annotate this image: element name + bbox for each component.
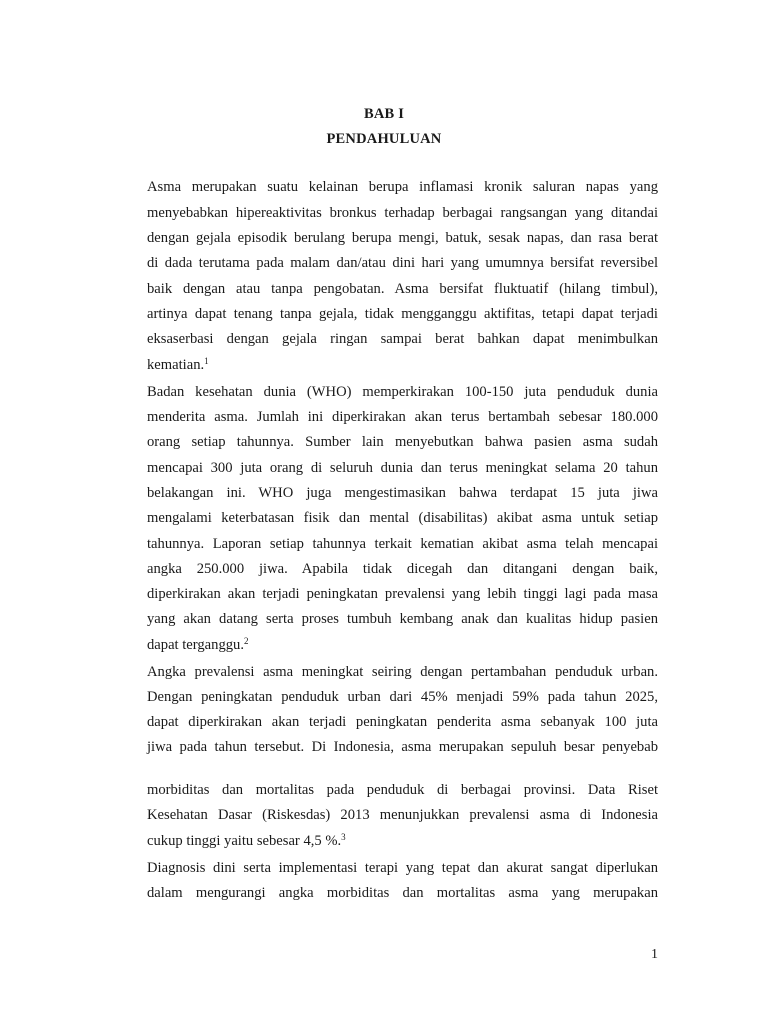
chapter-title: PENDAHULUAN — [326, 131, 442, 147]
text-line: menyebabkan hipereaktivitas bronkus terhadap berbagai rangsangan yang ditandai — [147, 205, 658, 221]
text-line: diperkirakan akan terjadi peningkatan prevalensi yang lebih tinggi lagi pada masa — [147, 586, 658, 602]
text-line: mencapai 300 juta orang di seluruh dunia dan terus meningkat selama 20 tahun — [147, 460, 658, 476]
text-line: di dada terutama pada malam dan/atau dini hari yang umumnya bersifat reversibel — [147, 255, 658, 271]
page-number: 1 — [651, 947, 658, 962]
text-line: Angka prevalensi asma meningkat seiring dengan pertambahan penduduk urban. — [147, 664, 658, 680]
text-line: jiwa pada tahun tersebut. Di Indonesia, asma merupakan sepuluh besar penyebab — [147, 739, 658, 755]
chapter-heading: BAB I — [363, 106, 405, 122]
text-line: baik dengan atau tanpa pengobatan. Asma bersifat fluktuatif (hilang timbul), — [147, 281, 658, 297]
text-line — [147, 636, 658, 654]
text-line: angka 250.000 jiwa. Apabila tidak dicegah dan ditangani dengan baik, — [147, 561, 658, 577]
citation-superscript: 2 — [244, 636, 249, 646]
text-line: Asma merupakan suatu kelainan berupa inflamasi kronik saluran napas yang — [147, 179, 658, 195]
text-line: Badan kesehatan dunia (WHO) memperkirakan 100-150 juta penduduk dunia — [147, 384, 658, 400]
text-line: dengan gejala episodik berulang berupa mengi, batuk, sesak napas, dan rasa berat — [147, 230, 658, 246]
text-line: Diagnosis dini serta implementasi terapi yang tepat dan akurat sangat diperlukan — [147, 860, 658, 876]
text-line: dapat diperkirakan akan terjadi peningkatan penderita asma sebanyak 100 juta — [147, 714, 658, 730]
line-text: dapat terganggu. — [147, 637, 244, 653]
text-line: mengalami keterbatasan fisik dan mental (disabilitas) akibat asma untuk setiap — [147, 510, 658, 526]
text-line: tahunnya. Laporan setiap tahunnya terkait kematian akibat asma telah mencapai — [147, 536, 658, 552]
text-line — [147, 832, 658, 850]
text-line: menderita asma. Jumlah ini diperkirakan akan terus bertambah sebesar 180.000 — [147, 409, 658, 425]
text-line — [147, 356, 658, 374]
text-line: yang akan datang serta proses tumbuh kembang anak dan kualitas hidup pasien — [147, 611, 658, 627]
text-line: morbiditas dan mortalitas pada penduduk di berbagai provinsi. Data Riset — [147, 782, 658, 798]
text-line: Kesehatan Dasar (Riskesdas) 2013 menunjukkan prevalensi asma di Indonesia — [147, 807, 658, 823]
text-line: artinya dapat tenang tanpa gejala, tidak mengganggu aktifitas, tetapi dapat terjadi — [147, 306, 658, 322]
citation-superscript: 3 — [341, 832, 346, 842]
text-line: belakangan ini. WHO juga mengestimasikan bahwa terdapat 15 juta jiwa — [147, 485, 658, 501]
text-line: Dengan peningkatan penduduk urban dari 45% menjadi 59% pada tahun 2025, — [147, 689, 658, 705]
line-text: cukup tinggi yaitu sebesar 4,5 %. — [147, 833, 342, 849]
citation-superscript: 1 — [204, 356, 209, 366]
text-line: eksaserbasi dengan gejala ringan sampai berat bahkan dapat menimbulkan — [147, 331, 658, 347]
text-line: orang setiap tahunnya. Sumber lain menyebutkan bahwa pasien asma sudah — [147, 434, 658, 450]
line-text: kematian. — [147, 357, 205, 373]
text-line: dalam mengurangi angka morbiditas dan mortalitas asma yang merupakan — [147, 885, 658, 901]
